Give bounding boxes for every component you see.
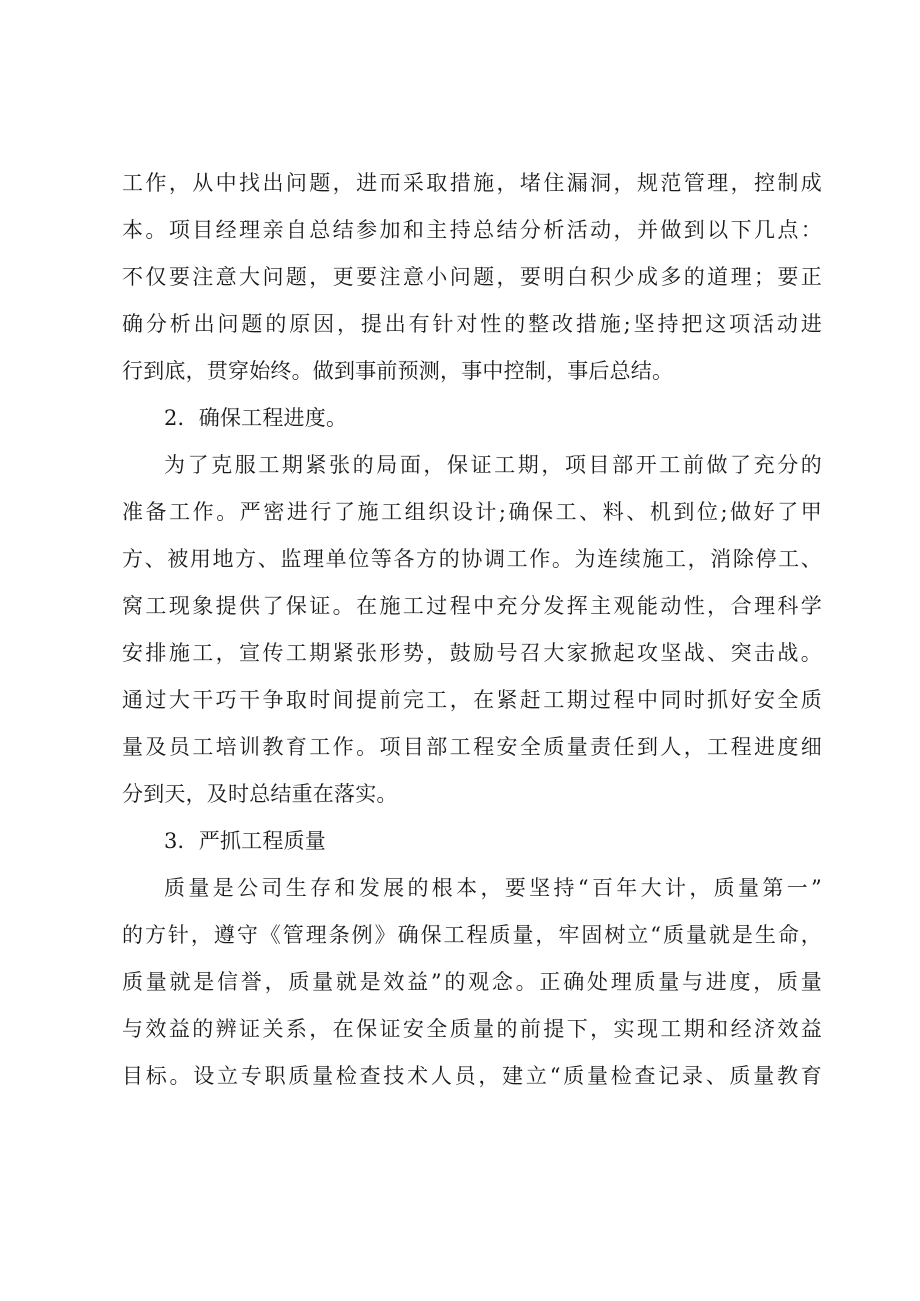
text-line: 通过大干巧干争取时间提前完工，在紧赶工期过程中同时抓好安全质 xyxy=(122,688,822,712)
text-line: 质量就是信誉，质量就是效益”的观念。正确处理质量与进度，质量 xyxy=(122,970,822,994)
text-line: 目标。设立专职质量检查技术人员，建立“质量检查记录、质量教育 xyxy=(122,1064,822,1088)
paragraph-quality xyxy=(122,865,822,1100)
text-line: 为了克服工期紧张的局面，保证工期，项目部开工前做了充分的 xyxy=(164,453,822,477)
document-body xyxy=(122,160,822,1100)
text-line: 的方针，遵守《管理条例》确保工程质量，牢固树立“质量就是生命， xyxy=(122,923,822,947)
text-line: 确分析出问题的原因，提出有针对性的整改措施;坚持把这项活动进 xyxy=(122,312,822,336)
text-line: 安排施工，宣传工期紧张形势，鼓励号召大家掀起攻坚战、突击战。 xyxy=(122,641,822,665)
text-line: 不仅要注意大问题，更要注意小问题，要明白积少成多的道理；要正 xyxy=(122,265,822,289)
text-line: 窝工现象提供了保证。在施工过程中充分发挥主观能动性，合理科学 xyxy=(122,594,822,618)
paragraph-schedule xyxy=(122,442,822,818)
text-line: 行到底，贯穿始终。做到事前预测，事中控制，事后总结。 xyxy=(122,359,674,383)
section-heading-schedule: 2．确保工程进度。 xyxy=(164,406,348,430)
text-line: 量及员工培训教育工作。项目部工程安全质量责任到人，工程进度细 xyxy=(122,735,822,759)
text-line: 分到天，及时总结重在落实。 xyxy=(122,782,398,806)
text-line: 与效益的辨证关系，在保证安全质量的前提下，实现工期和经济效益 xyxy=(122,1017,822,1041)
text-line: 方、被用地方、监理单位等各方的协调工作。为连续施工，消除停工、 xyxy=(122,547,822,571)
text-line: 工作，从中找出问题，进而采取措施，堵住漏洞，规范管理，控制成 xyxy=(122,171,822,195)
paragraph-cost-control xyxy=(122,160,822,395)
section-heading-quality: 3．严抓工程质量 xyxy=(164,829,326,853)
text-line: 本。项目经理亲自总结参加和主持总结分析活动，并做到以下几点： xyxy=(122,218,822,242)
text-line: 质量是公司生存和发展的根本，要坚持“百年大计，质量第一” xyxy=(164,876,822,900)
text-line: 准备工作。严密进行了施工组织设计;确保工、料、机到位;做好了甲 xyxy=(122,500,822,524)
